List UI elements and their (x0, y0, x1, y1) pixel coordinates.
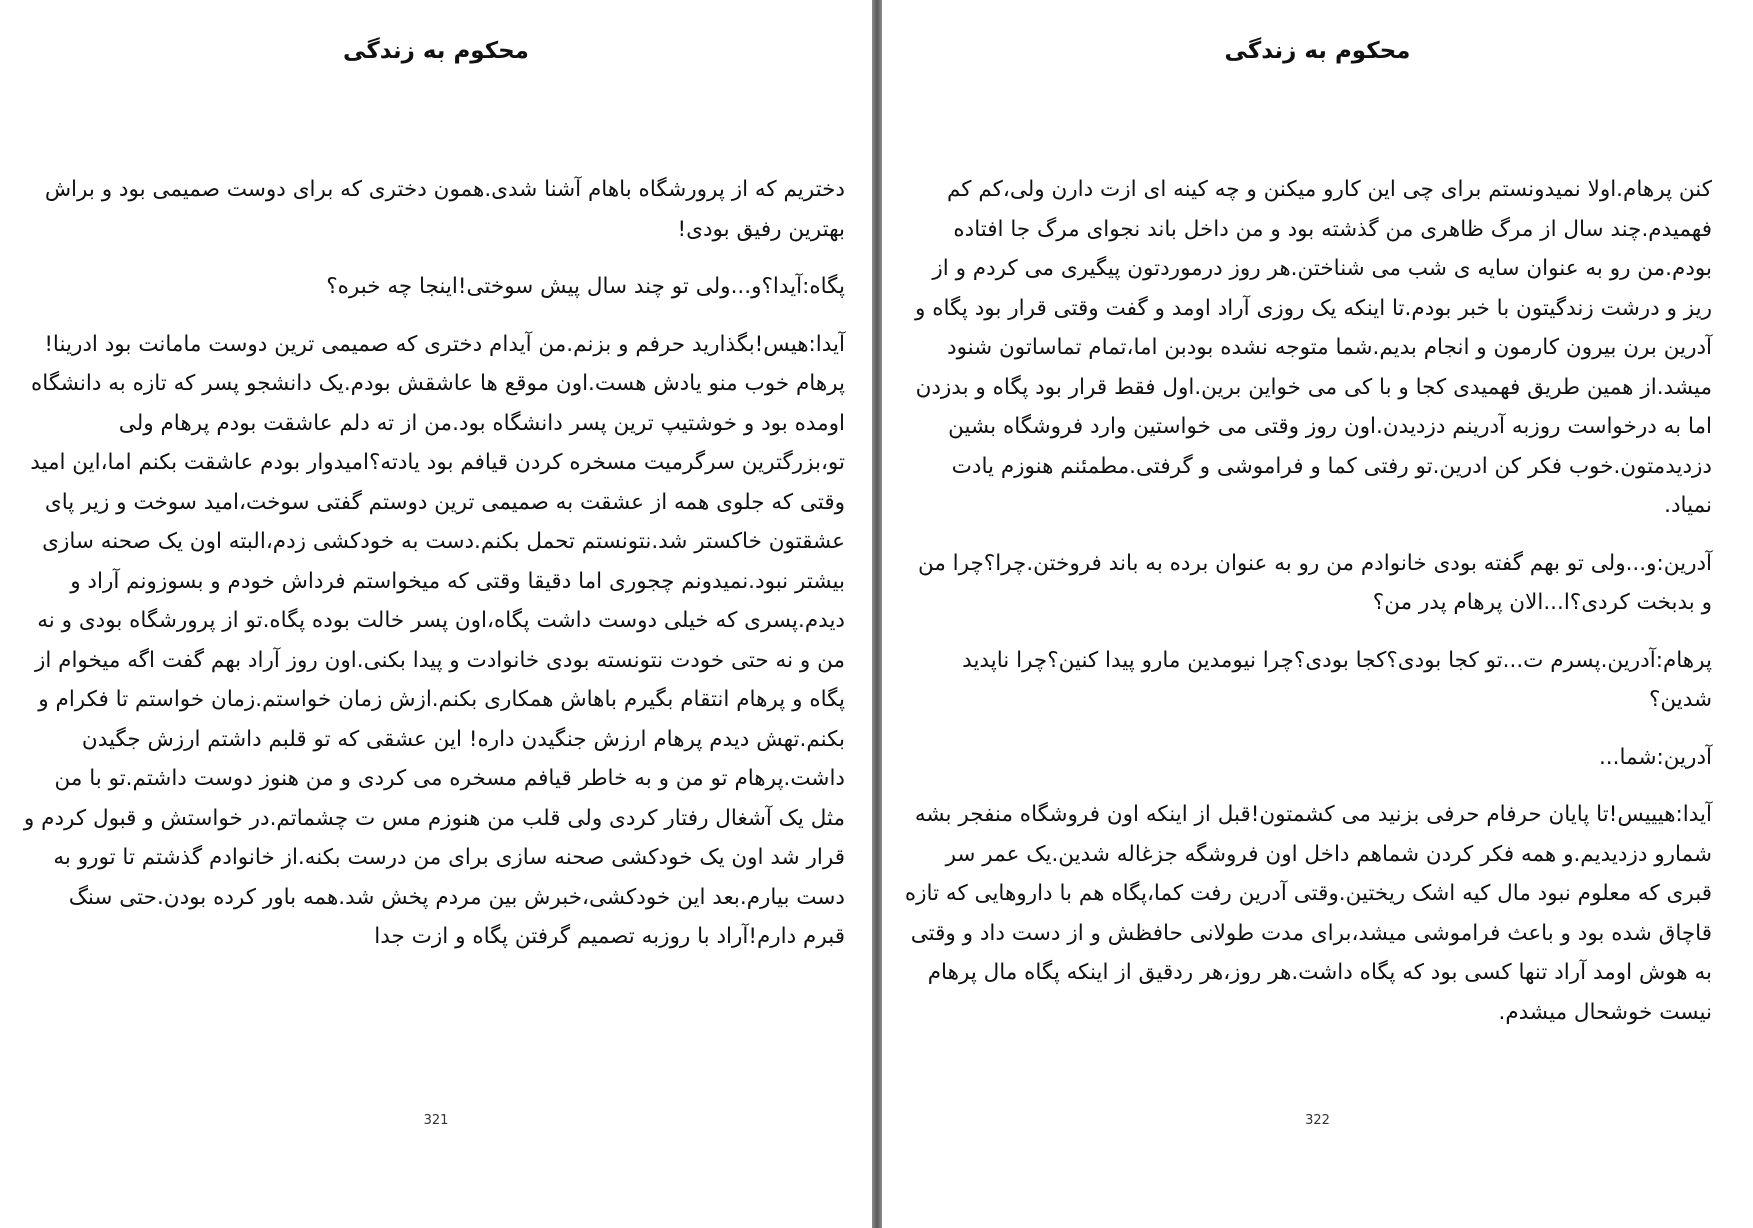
paragraph: آیدا:هیس!بگذارید حرفم و بزنم.من آیدام دختری که صمیمی ترین دوست مامانت بود ادرینا!پرهام خوب منو یادش هست.اون موقع ها عاشقش بودم.یک دانشجو پسر که تازه به دانشگاه اومده بود و خوشتیپ ترین پسر دانشگاه بود.من از ته دلم عاشقت بودم پرهام ولی تو،بزرگترین سرگرمیت مسخره کردن قیافم بود یادته؟امیدوار بودم عاشقت بکنم اما،این امید وقتی که جلوی همه از عشقت به صمیمی ترین دوستم گفتی سوخت،امید سوخت و زیر پای عشقتون خاکستر شد.نتونستم تحمل بکنم.دست به خودکشی زدم،البته اون یک صحنه سازی بیشتر نبود.نمیدونم چجوری اما دقیقا وقتی که میخواستم فرداش خودم و بسوزونم آراد و دیدم.پسری که خیلی دوست داشت پگاه،اون پسر خالت بوده پگاه.تو از پرورشگاه بودی و نه من و نه حتی خودت نتونسته بودی خانوادت و پیدا بکنی.اون روز آراد بهم گفت اگه میخوام از پگاه و پرهام انتقام بگیرم باهاش همکاری بکنم.ازش زمان خواستم.زمان خواستم تا فکرام و بکنم.تهش دیدم پرهام ارزش جنگیدن داره! این عشقی که تو قلبم داشتم ارزش جگیدن داشت.پرهام تو من و به خاطر قیافم مسخره می کردی و من هنوز دوست داشتم.تو با من مثل یک آشغال رفتار کردی ولی قلب من هنوزم مس ت چشماتم.در خواستش و قبول کردم و قرار شد اون یک خودکشی صحنه سازی برای من درست بکنه.از خانوادم گذشتم تا تورو به دست بیارم.بعد این خودکشی،خبرش بین مردم پخش شد.همه باور کرده بودن.حتی سنگ قبرم دارم!آراد با روزبه تصمیم گرفتن پگاه و ازت جدا (23, 331, 845, 949)
page-number: 321 (423, 1113, 449, 1128)
page-header: محکوم به زندگی (1224, 38, 1411, 64)
page-number: 322 (1305, 1113, 1330, 1128)
paragraph: پگاه:آیدا؟و...ولی تو چند سال پیش سوختی!اینجا چه خبره؟ (326, 274, 845, 299)
paragraph: آدرین:شما... (1598, 744, 1712, 770)
paragraph: آیدا:هیییس!تا پایان حرفام حرفی بزنید می کشمتون!قبل از اینکه اون فروشگاه منفجر بشه شمارو دزدیدیم.و همه فکر کردن شماهم داخل اون فروشگه جزغاله شدین.یک عمر سر قبری که معلوم نبود مال کیه اشک ریختین.وقتی آدرین رفت کما،پگاه هم با داروهایی که تازه قاچاق شده بود و باعث فراموشی میشد،برای مدت طولانی حافظش و از دست داد و وقتی به هوش اومد آراد تنها کسی بود که پگاه داشت.هر روز،هر ردقیق از اینکه پگاه مال پرهام نیست خوشحال میشدم. (904, 802, 1712, 1025)
left-page (0, 0, 872, 1228)
right-page (882, 0, 1753, 1228)
paragraph: دختریم که از پرورشگاه باهام آشنا شدی.همون دختری که برای دوست صمیمی بود و براش بهترین رفیق بودی! (44, 177, 845, 242)
paragraph: کنن پرهام.اولا نمیدونستم برای چی این کارو میکنن و چه کینه ای ازت دارن ولی،کم کم فهمیدم.چند سال از مرگ ظاهری من گذشته بود و من داخل باند نجوای مرگ جا افتاده بودم.من رو به عنوان سایه ی شب می شناختن.هر روز درموردتون پیگیری می کردم و از ریز و درشت زندگیتون با خبر بودم.تا اینکه یک روزی آراد اومد و گفت وقتی قرار بود پگاه و آدرین برن بیرون کارمون و انجام بدیم.شما متوجه نشده بودبن اما،تمام تماساتون شنود میشد.از همین طریق فهمیدی کجا و با کی می خواین برین.اول فقط قرار بود پگاه و بدزدن اما به درخواست روزبه آدرینم دزدیدن.اون روز وقتی می خواستین وارد فروشگاه بشین دزدیدمتون.خوب فکر کن ادرین.تو رفتی کما و فراموشی و گرفتی.مطمئنم هنوزم یادت نمیاد. (915, 177, 1712, 518)
page-body (902, 170, 1712, 1050)
book-gutter (872, 0, 882, 1228)
page-body (22, 170, 845, 975)
paragraph: پرهام:آدرین.پسرم ت...تو کجا بودی؟کجا بودی؟چرا نیومدین مارو پیدا کنین؟چرا ناپدید شدین؟ (962, 647, 1712, 712)
page-header: محکوم به زندگی (343, 38, 529, 64)
paragraph: آدرین:و...ولی تو بهم گفته بودی خانوادم من رو به عنوان برده به باند فروختن.چرا؟چرا من و بدبخت کردی؟ا...الان پرهام پدر من؟ (917, 550, 1712, 615)
